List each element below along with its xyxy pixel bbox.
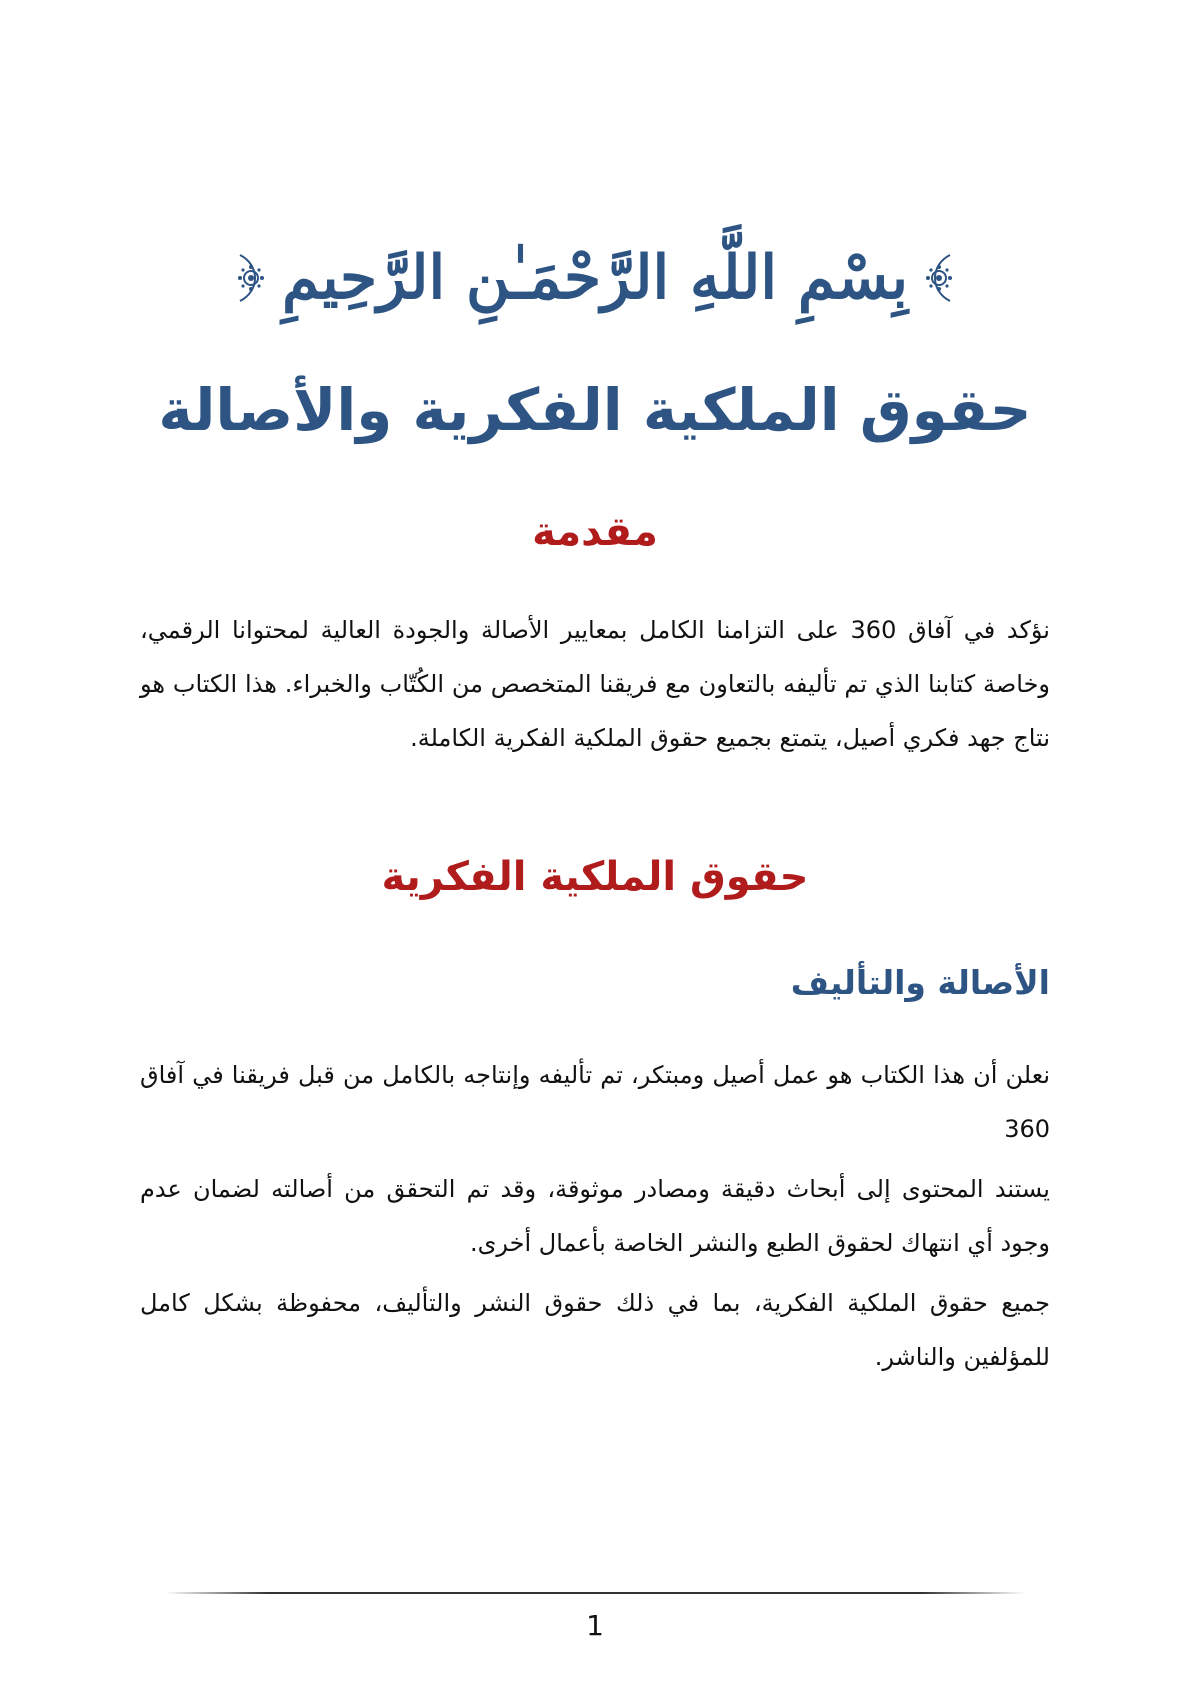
originality-subheading: الأصالة والتأليف — [790, 963, 1050, 1002]
page-number: 1 — [586, 1609, 604, 1642]
originality-paragraph: نعلن أن هذا الكتاب هو عمل أصيل ومبتكر، تم تأليفه وإنتاجه بالكامل من قبل فريقنا في آفاق 360 — [140, 1061, 1050, 1143]
floral-ornament-icon — [234, 243, 268, 323]
ip-rights-heading: حقوق الملكية الفكرية — [381, 854, 809, 900]
footer-divider — [165, 1592, 1025, 1594]
intro-paragraph: نؤكد في آفاق 360 على التزامنا الكامل بمعايير الأصالة والجودة العالية لمحتوانا الرقمي، وخاصة كتابنا الذي تم تأليفه بالتعاون مع فريقنا المتخصص من الكُتّاب والخبراء. هذا الكتاب هو نتاج جهد فكري أصيل، يتمتع بجميع حقوق الملكية الفكرية الكاملة. — [140, 616, 1050, 752]
basmala-text: بِسْمِ اللَّهِ الرَّحْمَـٰنِ الرَّحِيمِ — [281, 243, 909, 313]
research-paragraph: يستند المحتوى إلى أبحاث دقيقة ومصادر موثوقة، وقد تم التحقق من أصالته لضمان عدم وجود أي انتهاك لحقوق الطبع والنشر الخاصة بأعمال أخرى. — [140, 1175, 1050, 1257]
intro-heading: مقدمة — [532, 509, 658, 555]
rights-reserved-paragraph: جميع حقوق الملكية الفكرية، بما في ذلك حقوق النشر والتأليف، محفوظة بشكل كامل للمؤلفين والناشر. — [140, 1289, 1050, 1371]
page-title: حقوق الملكية الفكرية والأصالة — [158, 376, 1032, 444]
basmala-header — [0, 238, 1190, 323]
floral-ornament-icon — [922, 243, 956, 323]
